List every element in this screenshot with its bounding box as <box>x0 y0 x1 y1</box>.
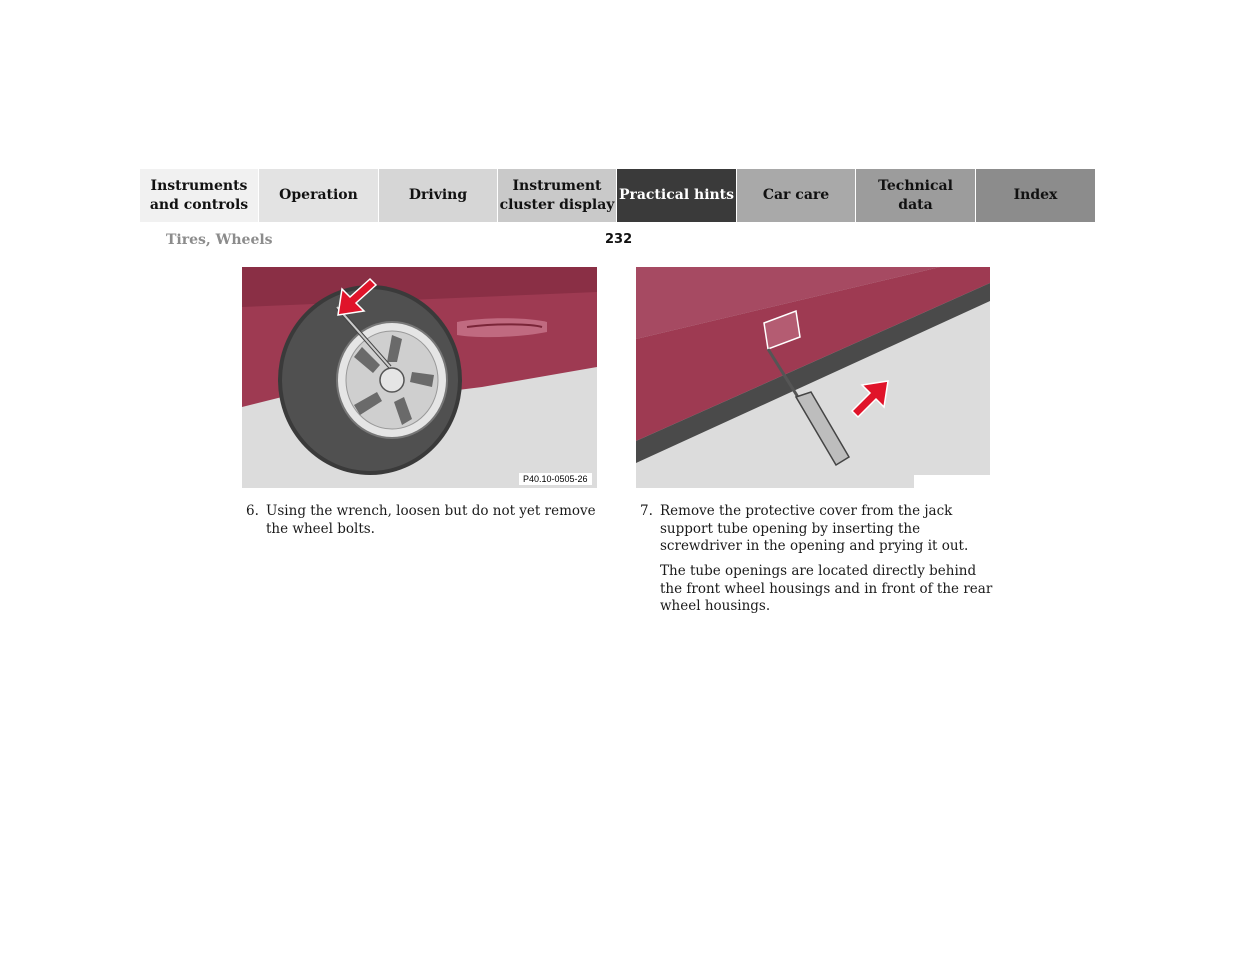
wheel-wrench-illustration <box>242 267 597 488</box>
figure-code: P40.10-0505-26 <box>519 473 592 485</box>
tab-practical-hints[interactable]: Practical hints <box>617 169 737 222</box>
step-text: Remove the protective cover from the jack support tube opening by inserting the screwdriver in the opening and prying it out. <box>660 503 969 554</box>
step-7-note: The tube openings are located directly behind the front wheel housings and in front of the rear wheel housings. <box>660 563 993 614</box>
chapter-tabs <box>140 169 1095 222</box>
page-number: 232 <box>605 232 633 247</box>
tab-technical-data[interactable]: Technical data <box>856 169 976 222</box>
tab-instrument-cluster-display[interactable]: Instrument cluster display <box>498 169 617 222</box>
step-number: 7. <box>640 503 653 519</box>
tab-driving[interactable]: Driving <box>379 169 498 222</box>
wheel-wrench-drawing <box>242 267 597 488</box>
jack-cover-illustration <box>636 267 990 488</box>
tab-instruments-and-controls[interactable]: Instruments and controls <box>140 169 259 222</box>
tab-car-care[interactable]: Car care <box>737 169 856 222</box>
step-text: Using the wrench, loosen but do not yet remove the wheel bolts. <box>266 503 596 537</box>
section-title: Tires, Wheels <box>166 232 273 248</box>
jack-cover-drawing <box>636 267 990 488</box>
tab-index[interactable]: Index <box>976 169 1095 222</box>
tab-operation[interactable]: Operation <box>259 169 379 222</box>
step-number: 6. <box>246 503 259 519</box>
